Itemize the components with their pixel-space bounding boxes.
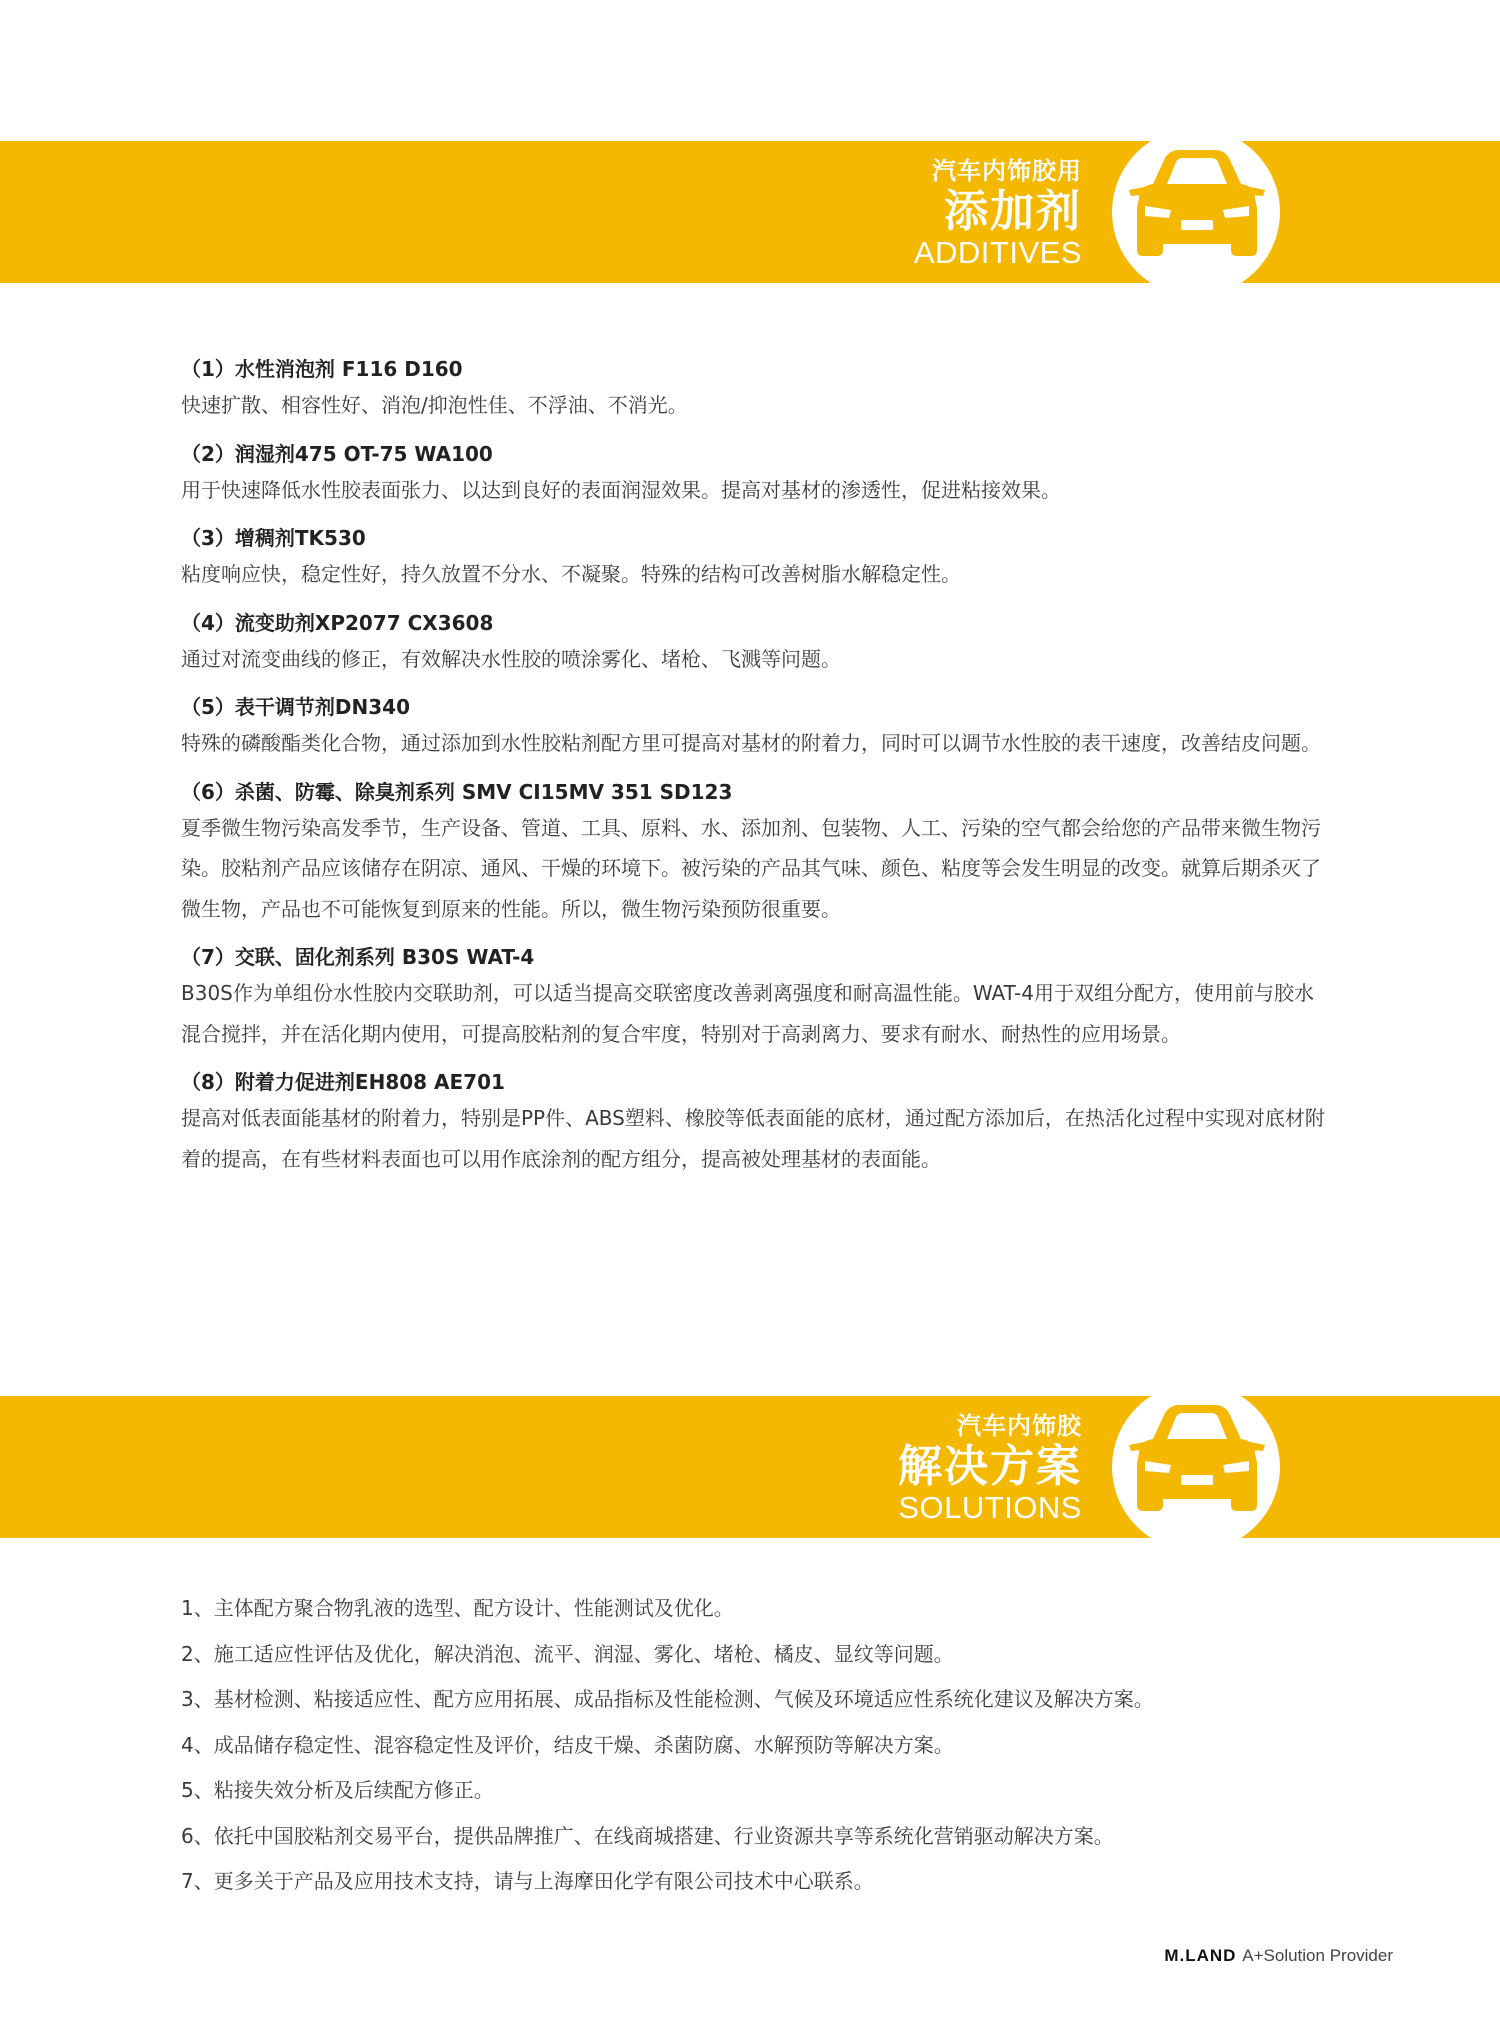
solution-item: 7、更多关于产品及应用技术支持，请与上海摩田化学有限公司技术中心联系。 xyxy=(181,1869,874,1893)
car-icon xyxy=(1127,1401,1267,1525)
footer xyxy=(1164,1946,1393,1966)
additive-title: （8）附着力促进剂EH808 AE701 xyxy=(181,1070,505,1094)
additive-title: （7）交联、固化剂系列 B30S WAT-4 xyxy=(181,945,535,969)
additive-description: B30S作为单组份水性胶内交联助剂，可以适当提高交联密度改善剥离强度和耐高温性能。WAT-4用于双组分配方，使用前与胶水混合搅拌，并在活化期内使用，可提高胶粘剂的复合牢度，特别对于高剥离力、要求有耐水、耐热性的应用场景。 xyxy=(181,981,1314,1046)
additive-item xyxy=(181,522,1331,595)
additives-banner-subtitle: 汽车内饰胶用 xyxy=(932,157,1082,185)
additive-title: （3）增稠剂TK530 xyxy=(181,526,366,550)
solution-item: 5、粘接失效分析及后续配方修正。 xyxy=(181,1778,494,1802)
solutions-list xyxy=(181,1586,1331,1905)
additive-title: （5）表干调节剂DN340 xyxy=(181,695,411,719)
additive-item xyxy=(181,353,1331,426)
solution-item: 1、主体配方聚合物乳液的选型、配方设计、性能测试及优化。 xyxy=(181,1596,734,1620)
solutions-banner-title: 解决方案 xyxy=(898,1441,1082,1492)
brand-logo: M.LAND xyxy=(1164,1946,1237,1965)
solutions-banner-text xyxy=(898,1410,1082,1524)
additives-banner-english: ADDITIVES xyxy=(913,235,1082,270)
solutions-banner-subtitle: 汽车内饰胶 xyxy=(957,1412,1082,1440)
solution-item: 4、成品储存稳定性、混容稳定性及评价，结皮干燥、杀菌防腐、水解预防等解决方案。 xyxy=(181,1732,954,1757)
solutions-banner xyxy=(0,1396,1500,1538)
additive-description: 快速扩散、相容性好、消泡/抑泡性佳、不浮油、不消光。 xyxy=(181,393,688,417)
car-icon xyxy=(1127,146,1267,270)
additive-title: （6）杀菌、防霉、除臭剂系列 SMV CI15MV 351 SD123 xyxy=(181,779,733,804)
additive-title: （2）润湿剂475 OT-75 WA100 xyxy=(181,441,493,466)
additive-item xyxy=(181,691,1331,764)
additive-item xyxy=(181,776,1331,930)
additive-item xyxy=(181,607,1331,680)
car-badge xyxy=(1112,1383,1280,1551)
solution-item: 2、施工适应性评估及优化，解决消泡、流平、润湿、雾化、堵枪、橘皮、显纹等问题。 xyxy=(181,1641,954,1666)
additives-banner-title: 添加剂 xyxy=(944,186,1082,237)
additive-title: （4）流变助剂XP2077 CX3608 xyxy=(181,610,494,635)
solutions-banner-english: SOLUTIONS xyxy=(898,1490,1082,1525)
additive-title: （1）水性消泡剂 F116 D160 xyxy=(181,357,463,381)
solution-item: 6、依托中国胶粘剂交易平台，提供品牌推广、在线商城搭建、行业资源共享等系统化营销驱动解决方案。 xyxy=(181,1823,1114,1848)
brand-tagline: A+Solution Provider xyxy=(1242,1946,1393,1965)
additives-banner-text xyxy=(914,155,1082,269)
additive-description: 用于快速降低水性胶表面张力、以达到良好的表面润湿效果。提高对基材的渗透性，促进粘接效果。 xyxy=(181,477,1061,502)
additive-description: 粘度响应快，稳定性好，持久放置不分水、不凝聚。特殊的结构可改善树脂水解稳定性。 xyxy=(181,562,961,586)
additive-description: 通过对流变曲线的修正，有效解决水性胶的喷涂雾化、堵枪、飞溅等问题。 xyxy=(181,646,841,671)
additive-item xyxy=(181,941,1331,1054)
additive-description: 特殊的磷酸酯类化合物，通过添加到水性胶粘剂配方里可提高对基材的附着力，同时可以调节水性胶的表干速度，改善结皮问题。 xyxy=(181,731,1321,755)
additives-list xyxy=(181,353,1331,1191)
car-badge xyxy=(1112,128,1280,296)
additive-item xyxy=(181,1066,1331,1179)
additives-banner xyxy=(0,141,1500,283)
additive-description: 提高对低表面能基材的附着力，特别是PP件、ABS塑料、橡胶等低表面能的底材，通过配方添加后，在热活化过程中实现对底材附着的提高，在有些材料表面也可以用作底涂剂的配方组分，提高被处理基材的表面能。 xyxy=(181,1106,1325,1171)
additive-description: 夏季微生物污染高发季节，生产设备、管道、工具、原料、水、添加剂、包装物、人工、污染的空气都会给您的产品带来微生物污染。胶粘剂产品应该储存在阴凉、通风、干燥的环境下。被污染的产品其气味、颜色、粘度等会发生明显的改变。就算后期杀灭了微生物，产品也不可能恢复到原来的性能。所以，微生物污染预防很重要。 xyxy=(181,815,1321,921)
additive-item xyxy=(181,438,1331,511)
solution-item: 3、基材检测、粘接适应性、配方应用拓展、成品指标及性能检测、气候及环境适应性系统化建议及解决方案。 xyxy=(181,1687,1154,1711)
